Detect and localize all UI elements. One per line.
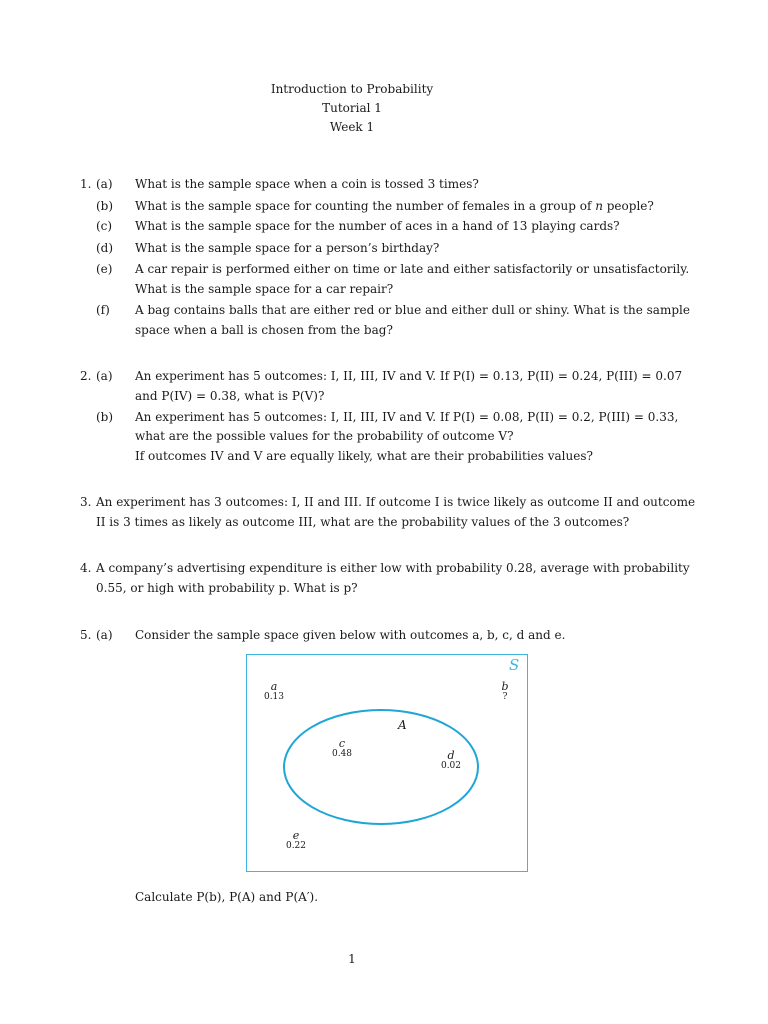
q5-question: Calculate P(b), P(A) and P(A′). [135,890,319,904]
outcome-b [495,681,515,703]
page-number: 1 [348,952,356,966]
q1a-text: What is the sample space when a coin is tossed 3 times? [135,177,479,191]
q1d-label: (d) [96,241,114,255]
q5a-label: (a) [96,628,113,642]
q5a-text: Consider the sample space given below with outcomes a, b, c, d and e. [135,628,566,642]
outcome-e-prob: 0.22 [285,841,307,851]
outcome-e [283,830,309,852]
outcome-e-name: e [292,829,300,842]
q4-number: 4. [80,561,92,575]
q5-number: 5. [80,628,92,642]
q1e-line2: What is the sample space for a car repair? [135,282,394,296]
outcome-d [438,750,464,772]
q1f-line1: A bag contains balls that are either red or blue and either dull or shiny. What is the sample [135,303,690,317]
q1e-line1: A car repair is performed either on time or late and either satisfactorily or unsatisfactorily. [135,262,690,276]
q1e-label: (e) [96,262,113,276]
outcome-a-name: a [270,680,278,693]
outcome-b-name: b [501,680,509,693]
course-title: Introduction to Probability [270,82,434,96]
q2a-line1: An experiment has 5 outcomes: I, II, III, IV and V. If P(I) = 0.13, P(II) = 0.24, P(III) = 0.07 [135,369,683,383]
q3-number: 3. [80,495,92,509]
q1f-label: (f) [96,303,110,317]
week-title: Week 1 [329,120,375,134]
q2b-line3: If outcomes IV and V are equally likely, what are their probabilities values? [135,449,593,463]
tutorial-title: Tutorial 1 [322,101,382,115]
q2a-line2: and P(IV) = 0.38, what is P(V)? [135,389,325,403]
q1d-text: What is the sample space for a person’s birthday? [135,241,440,255]
outcome-b-prob: ? [502,692,508,702]
outcome-d-name: d [447,749,455,762]
q1c-text: What is the sample space for the number of aces in a hand of 13 playing cards? [135,219,620,233]
q2a-label: (a) [96,369,113,383]
q1a-label: (a) [96,177,113,191]
outcome-c-name: c [338,737,346,750]
outcome-d-prob: 0.02 [440,761,462,771]
q1b-label: (b) [96,199,114,213]
q1c-label: (c) [96,219,113,233]
q1-number: 1. [80,177,92,191]
q2b-line2: what are the possible values for the probability of outcome V? [135,429,514,443]
q1b-text: What is the sample space for counting the number of females in a group of n people? [135,199,654,213]
q4-line1: A company’s advertising expenditure is either low with probability 0.28, average with probability [96,561,690,575]
q3-line2: II is 3 times as likely as outcome III, what are the probability values of the 3 outcomes? [96,515,630,529]
outcome-c [329,738,355,760]
q2b-line1: An experiment has 5 outcomes: I, II, III, IV and V. If P(I) = 0.08, P(II) = 0.2, P(III) = 0.33, [135,410,679,424]
q2b-label: (b) [96,410,114,424]
q3-line1: An experiment has 3 outcomes: I, II and III. If outcome I is twice likely as outcome II and outcome [96,495,696,509]
outcome-a-prob: 0.13 [263,692,285,702]
q2-number: 2. [80,369,92,383]
venn-diagram [246,654,528,872]
q1f-line2: space when a ball is chosen from the bag? [135,323,393,337]
outcome-c-prob: 0.48 [331,749,353,759]
q4-line2: 0.55, or high with probability p. What is p? [96,581,358,595]
set-a-label: A [398,718,407,732]
sample-space-label: S [509,656,520,674]
outcome-a [261,681,287,703]
